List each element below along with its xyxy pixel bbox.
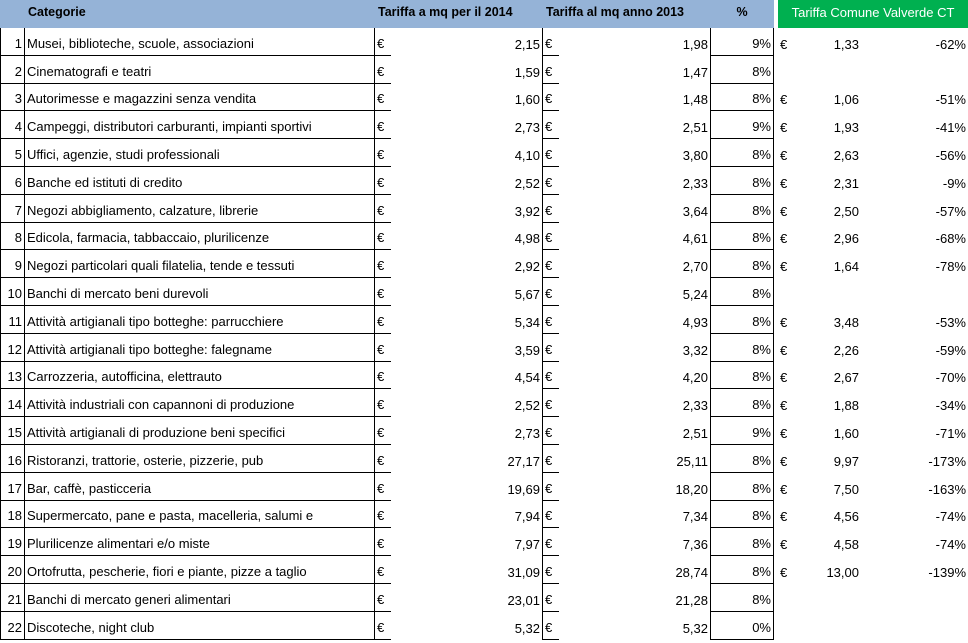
table-row xyxy=(0,28,968,56)
currency-cell: € xyxy=(542,445,559,473)
category-cell: Supermercato, pane e pasta, macelleria, salumi e xyxy=(24,501,374,529)
currency-cell: € xyxy=(542,139,559,167)
comune-diff-cell: -163% xyxy=(928,481,966,497)
currency-cell: € xyxy=(542,84,559,112)
currency-cell: € xyxy=(542,278,559,306)
row-number: 6 xyxy=(0,167,24,195)
row-number: 10 xyxy=(0,278,24,306)
percent-cell: 0% xyxy=(710,612,774,640)
row-number: 13 xyxy=(0,362,24,390)
currency-cell: € xyxy=(780,398,788,414)
currency-cell: € xyxy=(780,259,788,275)
currency-cell: € xyxy=(780,231,788,247)
comune-value-cell xyxy=(795,584,861,612)
comune-diff-cell: -68% xyxy=(935,231,966,247)
currency-cell: € xyxy=(374,167,391,195)
tariffa-2014-cell: 31,09 xyxy=(507,564,540,580)
comune-value-cell: 2,96 xyxy=(833,231,859,247)
row-number: 11 xyxy=(0,306,24,334)
currency-cell: € xyxy=(374,56,391,84)
tariffa-2013-cell: 7,34 xyxy=(682,509,708,525)
comune-diff-cell xyxy=(861,612,968,640)
comune-value-cell xyxy=(795,612,861,640)
percent-cell: 8% xyxy=(710,334,774,362)
currency-cell: € xyxy=(780,175,788,191)
comune-diff-cell: -9% xyxy=(942,175,966,191)
percent-cell: 8% xyxy=(710,139,774,167)
tariffa-2013-cell: 1,48 xyxy=(682,92,708,108)
tariffa-2013-cell: 3,64 xyxy=(682,203,708,219)
currency-cell: € xyxy=(374,556,391,584)
tariffa-2014-cell: 5,32 xyxy=(514,620,540,636)
percent-cell: 9% xyxy=(710,417,774,445)
table-row xyxy=(0,417,968,445)
table-row xyxy=(0,139,968,167)
category-cell: Edicola, farmacia, tabbaccaio, plurilicenze xyxy=(24,223,374,251)
comune-value-cell: 9,97 xyxy=(833,453,859,469)
tariffa-2013-cell: 2,33 xyxy=(682,175,708,191)
category-cell: Ortofrutta, pescherie, fiori e piante, pizze a taglio xyxy=(24,556,374,584)
currency-cell: € xyxy=(374,528,391,556)
currency-cell: € xyxy=(374,306,391,334)
percent-cell: 8% xyxy=(710,223,774,251)
currency-cell: € xyxy=(542,584,559,612)
comune-value-cell: 2,31 xyxy=(833,175,859,191)
tariffa-2014-cell: 7,97 xyxy=(514,537,540,553)
comune-value-cell: 1,60 xyxy=(833,425,859,441)
currency-cell: € xyxy=(780,203,788,219)
table-row xyxy=(0,612,968,640)
comune-diff-cell xyxy=(861,278,968,306)
tariffa-2014-cell: 1,59 xyxy=(514,64,540,80)
row-number: 4 xyxy=(0,111,24,139)
category-cell: Banchi di mercato generi alimentari xyxy=(24,584,374,612)
comune-value-cell xyxy=(795,56,861,84)
currency-cell: € xyxy=(374,84,391,112)
tariffa-2013-cell: 21,28 xyxy=(675,592,708,608)
currency-cell: € xyxy=(542,195,559,223)
tariffa-2014-cell: 2,52 xyxy=(514,398,540,414)
comune-diff-cell: -57% xyxy=(935,203,966,219)
percent-cell: 8% xyxy=(710,278,774,306)
comune-diff-cell: -74% xyxy=(935,509,966,525)
percent-cell: 8% xyxy=(710,195,774,223)
tariffa-2014-cell: 5,34 xyxy=(514,314,540,330)
tariffa-2014-cell: 19,69 xyxy=(507,481,540,497)
tariffa-2014-cell: 2,52 xyxy=(514,175,540,191)
tariffa-2013-cell: 25,11 xyxy=(676,453,708,469)
header-categorie: Categorie xyxy=(24,0,374,28)
row-number: 19 xyxy=(0,528,24,556)
table-row xyxy=(0,556,968,584)
comune-diff-cell: -71% xyxy=(935,425,966,441)
currency-cell: € xyxy=(542,473,559,501)
currency-cell: € xyxy=(542,306,559,334)
table-row xyxy=(0,278,968,306)
percent-cell: 8% xyxy=(710,528,774,556)
currency-cell: € xyxy=(780,564,788,580)
currency-cell: € xyxy=(374,445,391,473)
tariffa-2013-cell: 5,24 xyxy=(682,286,708,302)
row-number: 7 xyxy=(0,195,24,223)
category-cell: Negozi particolari quali filatelia, tende e tessuti xyxy=(24,250,374,278)
currency-cell: € xyxy=(780,342,788,358)
tariffa-2014-cell: 2,73 xyxy=(514,120,540,136)
currency-cell: € xyxy=(374,389,391,417)
currency-cell xyxy=(778,278,795,306)
row-number: 15 xyxy=(0,417,24,445)
tariffa-2013-cell: 4,93 xyxy=(682,314,708,330)
currency-cell: € xyxy=(542,362,559,390)
comune-value-cell: 2,50 xyxy=(833,203,859,219)
currency-cell: € xyxy=(780,147,788,163)
percent-cell: 8% xyxy=(710,445,774,473)
currency-cell: € xyxy=(780,425,788,441)
table-row xyxy=(0,250,968,278)
table-row xyxy=(0,223,968,251)
currency-cell: € xyxy=(542,223,559,251)
currency-cell: € xyxy=(542,250,559,278)
currency-cell: € xyxy=(542,501,559,529)
table-row xyxy=(0,389,968,417)
comune-value-cell: 3,48 xyxy=(833,314,859,330)
tariffa-2013-cell: 1,98 xyxy=(682,36,708,52)
comune-diff-cell: -59% xyxy=(935,342,966,358)
currency-cell: € xyxy=(780,314,788,330)
table-row xyxy=(0,362,968,390)
comune-value-cell: 1,64 xyxy=(833,259,859,275)
table-row xyxy=(0,445,968,473)
header-percent: % xyxy=(710,0,774,28)
comune-value-cell xyxy=(795,278,861,306)
table-row xyxy=(0,56,968,84)
table-row xyxy=(0,473,968,501)
tariffa-2014-cell: 3,59 xyxy=(514,342,540,358)
comune-value-cell: 1,88 xyxy=(833,398,859,414)
comune-diff-cell: -56% xyxy=(935,147,966,163)
category-cell: Ristoranzi, trattorie, osterie, pizzerie, pub xyxy=(24,445,374,473)
tariffa-2013-cell: 7,36 xyxy=(682,537,708,553)
currency-cell: € xyxy=(374,139,391,167)
table-row xyxy=(0,306,968,334)
comune-value-cell: 7,50 xyxy=(833,481,859,497)
comune-value-cell: 2,63 xyxy=(833,147,859,163)
currency-cell: € xyxy=(542,334,559,362)
currency-cell: € xyxy=(542,556,559,584)
category-cell: Bar, caffè, pasticceria xyxy=(24,473,374,501)
currency-cell: € xyxy=(542,528,559,556)
tariffa-2013-cell: 28,74 xyxy=(675,564,708,580)
row-number: 18 xyxy=(0,501,24,529)
tariffa-2013-cell: 4,61 xyxy=(682,231,708,247)
category-cell: Attività artigianali tipo botteghe: falegname xyxy=(24,334,374,362)
currency-cell: € xyxy=(374,612,391,640)
category-cell: Carrozzeria, autofficina, elettrauto xyxy=(24,362,374,390)
tariffa-2014-cell: 27,17 xyxy=(507,453,540,469)
category-cell: Banche ed istituti di credito xyxy=(24,167,374,195)
row-number: 21 xyxy=(0,584,24,612)
percent-cell: 8% xyxy=(710,167,774,195)
comune-diff-cell xyxy=(861,56,968,84)
tariffa-2014-cell: 4,98 xyxy=(514,231,540,247)
row-number: 9 xyxy=(0,250,24,278)
tariffa-2013-cell: 2,33 xyxy=(682,398,708,414)
category-cell: Attività artigianali di produzione beni specifici xyxy=(24,417,374,445)
currency-cell xyxy=(778,56,795,84)
comune-diff-cell: -62% xyxy=(935,36,966,52)
percent-cell: 8% xyxy=(710,584,774,612)
currency-cell: € xyxy=(374,28,391,56)
category-cell: Banchi di mercato beni durevoli xyxy=(24,278,374,306)
category-cell: Musei, biblioteche, scuole, associazioni xyxy=(24,28,374,56)
currency-cell: € xyxy=(542,417,559,445)
tariffa-2013-cell: 2,51 xyxy=(682,425,708,441)
percent-cell: 8% xyxy=(710,473,774,501)
header-tariffa-2013: Tariffa al mq anno 2013 xyxy=(542,0,710,28)
percent-cell: 8% xyxy=(710,306,774,334)
percent-cell: 8% xyxy=(710,84,774,112)
currency-cell: € xyxy=(780,481,788,497)
category-cell: Negozi abbigliamento, calzature, librerie xyxy=(24,195,374,223)
currency-cell: € xyxy=(374,501,391,529)
table-row xyxy=(0,584,968,612)
row-number: 14 xyxy=(0,389,24,417)
tariffa-2014-cell: 2,92 xyxy=(514,259,540,275)
header-tariffa-2014: Tariffa a mq per il 2014 xyxy=(374,0,542,28)
category-cell: Attività industriali con capannoni di produzione xyxy=(24,389,374,417)
row-number: 3 xyxy=(0,84,24,112)
tariffa-2014-cell: 2,73 xyxy=(514,425,540,441)
category-cell: Discoteche, night club xyxy=(24,612,374,640)
comune-value-cell: 4,58 xyxy=(833,537,859,553)
header-row xyxy=(0,0,968,28)
tariffa-2013-cell: 3,32 xyxy=(682,342,708,358)
row-number: 2 xyxy=(0,56,24,84)
currency-cell: € xyxy=(542,389,559,417)
comune-diff-cell xyxy=(861,584,968,612)
comune-diff-cell: -41% xyxy=(935,120,966,136)
comune-value-cell: 4,56 xyxy=(833,509,859,525)
header-num xyxy=(0,0,24,28)
tariffa-2014-cell: 4,10 xyxy=(514,147,540,163)
currency-cell: € xyxy=(374,334,391,362)
tariffa-2013-cell: 5,32 xyxy=(682,620,708,636)
tariffa-2014-cell: 5,67 xyxy=(514,286,540,302)
comune-value-cell: 2,67 xyxy=(833,370,859,386)
table-row xyxy=(0,195,968,223)
category-cell: Autorimesse e magazzini senza vendita xyxy=(24,84,374,112)
comune-diff-cell: -78% xyxy=(935,259,966,275)
row-number: 12 xyxy=(0,334,24,362)
currency-cell: € xyxy=(542,612,559,640)
comune-value-cell: 1,06 xyxy=(833,92,859,108)
comune-diff-cell: -70% xyxy=(935,370,966,386)
row-number: 16 xyxy=(0,445,24,473)
table-row xyxy=(0,111,968,139)
currency-cell: € xyxy=(374,278,391,306)
comune-diff-cell: -74% xyxy=(935,537,966,553)
percent-cell: 8% xyxy=(710,389,774,417)
tariffa-2013-cell: 3,80 xyxy=(682,147,708,163)
tariffa-2013-cell: 1,47 xyxy=(682,64,708,80)
currency-cell: € xyxy=(374,417,391,445)
comune-diff-cell: -139% xyxy=(928,564,966,580)
comune-diff-cell: -173% xyxy=(928,453,966,469)
category-cell: Plurilicenze alimentari e/o miste xyxy=(24,528,374,556)
data-rows xyxy=(0,28,968,640)
comune-value-cell: 13,00 xyxy=(826,564,859,580)
tariffa-2013-cell: 2,51 xyxy=(682,120,708,136)
currency-cell: € xyxy=(780,509,788,525)
percent-cell: 9% xyxy=(710,28,774,56)
currency-cell: € xyxy=(542,167,559,195)
currency-cell: € xyxy=(374,223,391,251)
table-row xyxy=(0,167,968,195)
category-cell: Uffici, agenzie, studi professionali xyxy=(24,139,374,167)
table-row xyxy=(0,528,968,556)
category-cell: Cinematografi e teatri xyxy=(24,56,374,84)
currency-cell: € xyxy=(780,537,788,553)
percent-cell: 8% xyxy=(710,362,774,390)
percent-cell: 8% xyxy=(710,501,774,529)
currency-cell: € xyxy=(780,370,788,386)
percent-cell: 8% xyxy=(710,250,774,278)
comune-diff-cell: -34% xyxy=(935,398,966,414)
comune-value-cell: 2,26 xyxy=(833,342,859,358)
tariffa-2014-cell: 4,54 xyxy=(514,370,540,386)
currency-cell: € xyxy=(542,111,559,139)
currency-cell: € xyxy=(374,473,391,501)
currency-cell: € xyxy=(374,362,391,390)
comune-diff-cell: -51% xyxy=(935,92,966,108)
comune-value-cell: 1,33 xyxy=(833,36,859,52)
currency-cell: € xyxy=(780,36,788,52)
table-row xyxy=(0,334,968,362)
tariffa-2014-cell: 1,60 xyxy=(514,92,540,108)
currency-cell xyxy=(778,584,795,612)
currency-cell: € xyxy=(374,195,391,223)
currency-cell: € xyxy=(374,250,391,278)
tariffa-2013-cell: 4,20 xyxy=(682,370,708,386)
comune-diff-cell: -53% xyxy=(935,314,966,330)
table-row xyxy=(0,501,968,529)
tariffa-2014-cell: 23,01 xyxy=(507,592,540,608)
tariffa-2014-cell: 3,92 xyxy=(514,203,540,219)
category-cell: Attività artigianali tipo botteghe: parrucchiere xyxy=(24,306,374,334)
tariffa-2013-cell: 18,20 xyxy=(675,481,708,497)
percent-cell: 8% xyxy=(710,56,774,84)
row-number: 22 xyxy=(0,612,24,640)
header-comune: Tariffa Comune Valverde CT xyxy=(778,0,968,28)
row-number: 8 xyxy=(0,223,24,251)
currency-cell: € xyxy=(374,111,391,139)
row-number: 20 xyxy=(0,556,24,584)
row-number: 5 xyxy=(0,139,24,167)
currency-cell: € xyxy=(780,453,788,469)
percent-cell: 9% xyxy=(710,111,774,139)
currency-cell: € xyxy=(542,56,559,84)
table-row xyxy=(0,84,968,112)
row-number: 17 xyxy=(0,473,24,501)
currency-cell: € xyxy=(542,28,559,56)
currency-cell: € xyxy=(374,584,391,612)
currency-cell: € xyxy=(780,92,788,108)
tariffa-2014-cell: 7,94 xyxy=(514,509,540,525)
tariffa-2013-cell: 2,70 xyxy=(682,259,708,275)
comune-value-cell: 1,93 xyxy=(833,120,859,136)
tariffa-2014-cell: 2,15 xyxy=(514,36,540,52)
category-cell: Campeggi, distributori carburanti, impianti sportivi xyxy=(24,111,374,139)
currency-cell: € xyxy=(780,120,788,136)
currency-cell xyxy=(778,612,795,640)
row-number: 1 xyxy=(0,28,24,56)
percent-cell: 8% xyxy=(710,556,774,584)
